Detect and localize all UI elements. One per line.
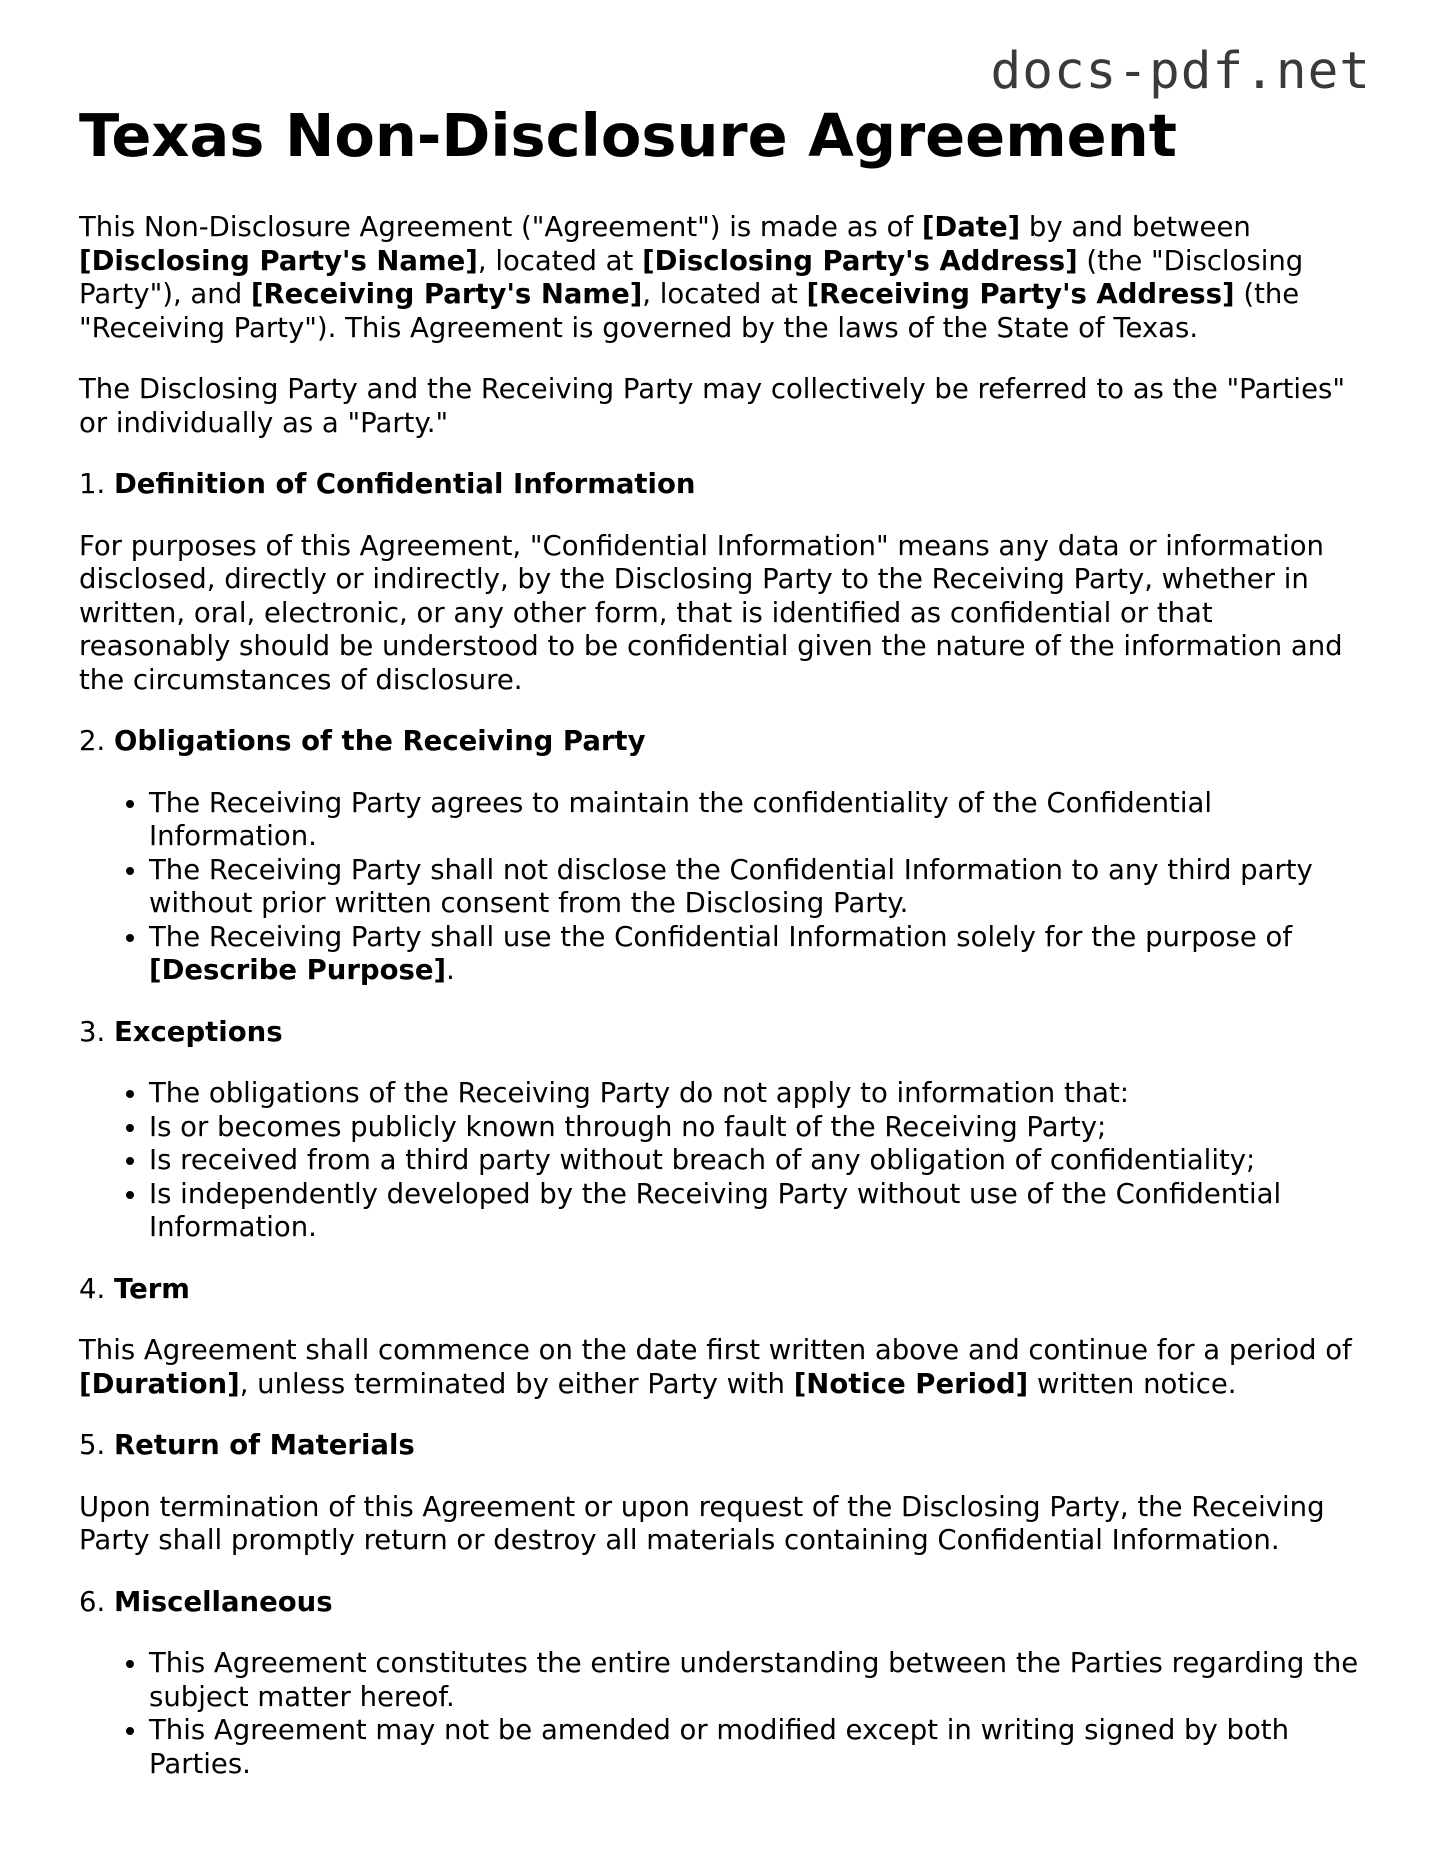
section-heading-obligations bbox=[79, 725, 1369, 759]
receiving-name-placeholder: [Receiving Party's Name] bbox=[250, 278, 643, 310]
section-heading-definition bbox=[79, 468, 1369, 502]
disclosing-name-placeholder: [Disclosing Party's Name] bbox=[79, 244, 478, 277]
term-text: written notice. bbox=[1028, 1367, 1237, 1400]
section-body-return: Upon termination of this Agreement or upon request of the Disclosing Party, the Receiving Party shall promptly return or destroy all materials containing Confidential Information. bbox=[79, 1490, 1325, 1556]
list-item: • The Receiving Party shall not disclose the Confidential Information to any third party without prior written consent from the Disclosing Party. bbox=[149, 854, 1369, 921]
section-title: Obligations of the Receiving Party bbox=[113, 725, 646, 757]
watermark: docs-pdf.net bbox=[990, 42, 1371, 101]
section-title: Miscellaneous bbox=[113, 1585, 333, 1618]
section-heading-miscellaneous bbox=[79, 1586, 1369, 1620]
duration-placeholder: [Duration] bbox=[79, 1367, 240, 1400]
list-item-text: The Receiving Party shall use the Confidential Information solely for the purpose of bbox=[149, 920, 1293, 953]
section-heading-return bbox=[79, 1429, 1369, 1463]
receiving-address-placeholder: [Receiving Party's Address] bbox=[806, 278, 1235, 310]
intro-text: , located at bbox=[642, 278, 807, 310]
exceptions-list bbox=[79, 1077, 1369, 1245]
intro-text: This Non-Disclosure Agreement ("Agreement") is made as of bbox=[79, 211, 922, 243]
section-body-definition: For purposes of this Agreement, "Confidential Information" means any data or information disclosed, directly or indirectly, by the Disclosing Party to the Receiving Party, whether in written, oral, electronic, or any other form, that is identified as confidential or that reasonably should be understood to be confidential given the nature of the information and the circumstances of disclosure. bbox=[79, 529, 1343, 696]
section-heading-exceptions bbox=[79, 1016, 1369, 1050]
list-item: • This Agreement constitutes the entire understanding between the Parties regarding the subject matter hereof. bbox=[149, 1647, 1369, 1714]
section-title: Return of Materials bbox=[113, 1429, 415, 1461]
section-number: 6. bbox=[79, 1585, 114, 1618]
intro-text: by and between bbox=[1020, 211, 1251, 243]
document-page bbox=[79, 100, 1369, 1809]
section-title: Definition of Confidential Information bbox=[113, 468, 696, 500]
list-item bbox=[149, 921, 1369, 988]
intro-text: , located at bbox=[477, 244, 643, 277]
term-text: , unless terminated by either Party with bbox=[239, 1367, 794, 1400]
date-placeholder: [Date] bbox=[921, 211, 1021, 243]
section-number: 2. bbox=[79, 725, 114, 757]
list-item: • The Receiving Party agrees to maintain the confidentiality of the Confidential Information. bbox=[149, 787, 1369, 854]
list-item: • The obligations of the Receiving Party do not apply to information that: bbox=[149, 1077, 1369, 1111]
section-title: Term bbox=[113, 1272, 190, 1305]
miscellaneous-list bbox=[79, 1647, 1369, 1781]
section-body-term bbox=[79, 1334, 1369, 1401]
disclosing-address-placeholder: [Disclosing Party's Address] bbox=[642, 244, 1078, 277]
section-number: 4. bbox=[79, 1272, 114, 1305]
section-number: 5. bbox=[79, 1429, 114, 1461]
section-number: 3. bbox=[79, 1015, 114, 1048]
notice-period-placeholder: [Notice Period] bbox=[793, 1367, 1029, 1400]
intro-text: (the "Receiving Party"). This Agreement is governed by the laws of the State of Texas. bbox=[79, 278, 1300, 344]
list-item: • Is independently developed by the Receiving Party without use of the Confidential Information. bbox=[149, 1178, 1369, 1245]
term-text: This Agreement shall commence on the date first written above and continue for a period of bbox=[79, 1334, 1352, 1366]
intro-paragraph bbox=[79, 211, 1369, 345]
section-heading-term bbox=[79, 1273, 1369, 1307]
list-item: • Is or becomes publicly known through no fault of the Receiving Party; bbox=[149, 1111, 1369, 1145]
intro-text: (the "Disclosing Party"), and bbox=[79, 244, 1304, 310]
list-item: • Is received from a third party without breach of any obligation of confidentiality; bbox=[149, 1144, 1369, 1178]
purpose-placeholder: [Describe Purpose] bbox=[149, 954, 447, 986]
section-number: 1. bbox=[79, 468, 114, 500]
obligations-list bbox=[79, 787, 1369, 988]
document-title: Texas Non-Disclosure Agreement bbox=[79, 101, 1177, 170]
parties-paragraph: The Disclosing Party and the Receiving Party may collectively be referred to as the "Parties" or individually as a "Party." bbox=[79, 373, 1345, 439]
list-item: • This Agreement may not be amended or modified except in writing signed by both Parties. bbox=[149, 1714, 1369, 1781]
list-item-punctuation: . bbox=[446, 954, 455, 986]
section-title: Exceptions bbox=[113, 1015, 283, 1048]
